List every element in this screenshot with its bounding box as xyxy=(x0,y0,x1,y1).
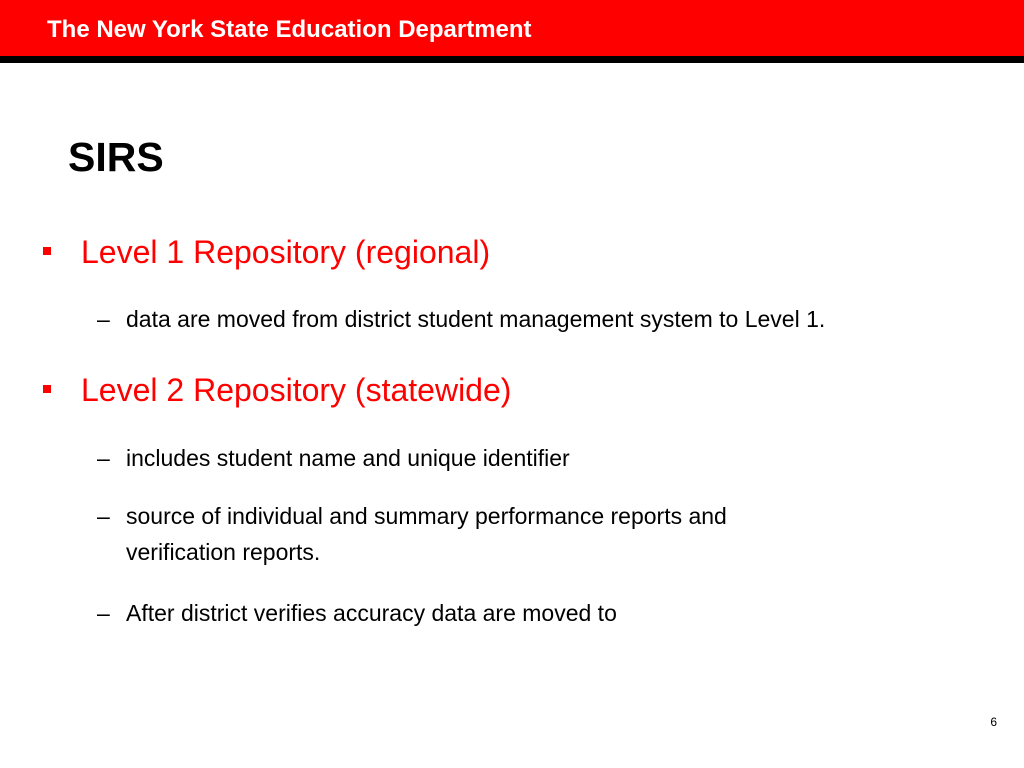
bullet-level-2-statewide xyxy=(43,370,511,417)
sub-bullet-text: data are moved from district student management system to Level 1. xyxy=(126,306,826,332)
sub-bullet-text: includes student name and unique identifier xyxy=(126,445,570,471)
sub-bullet-line: source of individual and summary performance reports and xyxy=(126,503,727,529)
dash-bullet-icon: – xyxy=(97,600,110,626)
square-bullet-icon xyxy=(43,377,81,417)
sub-bullet xyxy=(97,301,825,337)
dash-bullet-icon: – xyxy=(97,306,110,332)
sub-bullet xyxy=(97,498,727,570)
sub-bullet xyxy=(97,440,570,476)
square-bullet-icon xyxy=(43,239,81,279)
dash-bullet-icon: – xyxy=(97,503,110,529)
sub-bullet xyxy=(97,595,617,631)
dash-bullet-icon: – xyxy=(97,445,110,471)
page-number: 6 xyxy=(990,715,997,729)
slide-title: SIRS xyxy=(68,134,164,180)
bullet-text: Level 2 Repository (statewide) xyxy=(81,372,512,408)
sub-bullet-text xyxy=(126,498,727,570)
sub-bullet-text: After district verifies accuracy data are moved to xyxy=(126,600,617,626)
header-title: The New York State Education Department xyxy=(47,16,532,43)
bullet-text: Level 1 Repository (regional) xyxy=(81,234,491,270)
sub-bullet-line: verification reports. xyxy=(126,539,321,565)
bullet-level-1-regional xyxy=(43,232,490,279)
